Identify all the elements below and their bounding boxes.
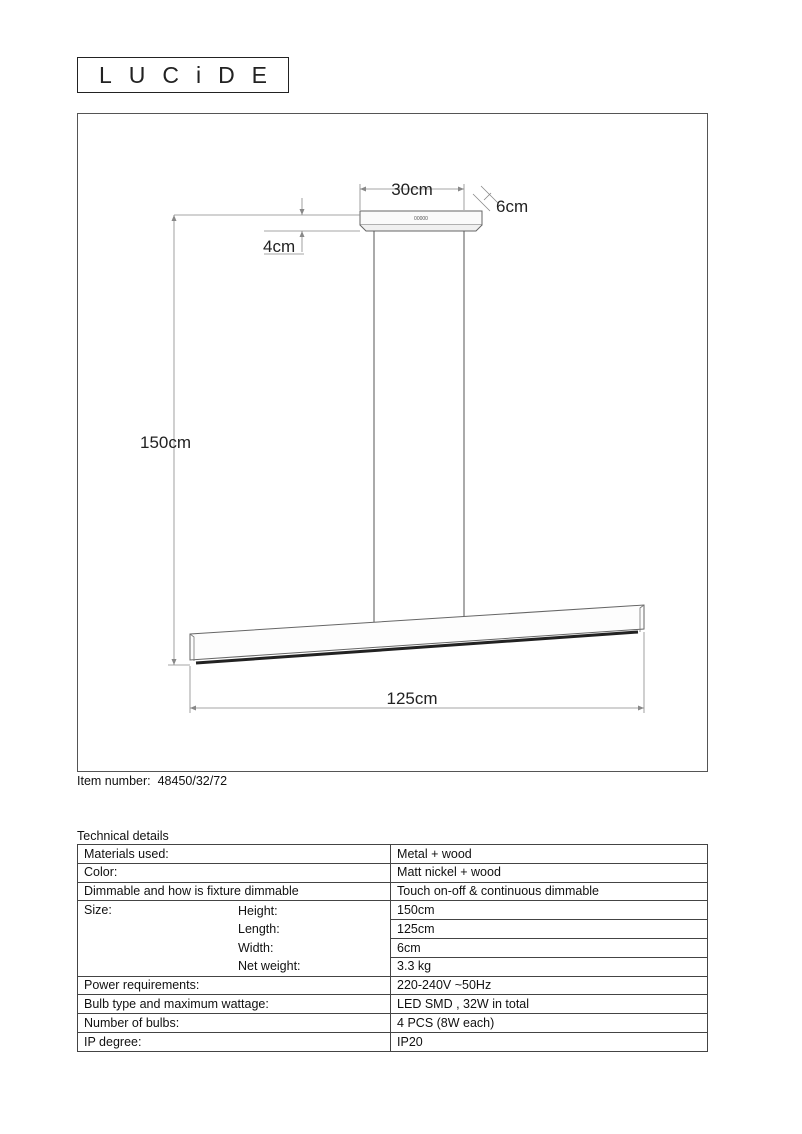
table-row — [78, 1032, 708, 1051]
dimension-canopy-height — [174, 198, 360, 256]
table-row — [78, 995, 708, 1014]
spec-sublabel: Height: — [238, 903, 278, 918]
item-number — [77, 774, 227, 788]
spec-label-cell — [78, 1014, 391, 1033]
spec-label: Materials used: — [84, 846, 169, 861]
spec-value: 125cm — [391, 920, 708, 939]
spec-label: Dimmable and how is fixture dimmable — [84, 884, 299, 899]
spec-value: 4 PCS (8W each) — [391, 1014, 708, 1033]
spec-value: Metal + wood — [391, 845, 708, 864]
item-number-value: 48450/32/72 — [157, 774, 228, 788]
spec-value: Touch on-off & continuous dimmable — [391, 882, 708, 901]
spec-value: 3.3 kg — [391, 957, 708, 976]
dimension-label-top-depth: 6cm — [496, 197, 529, 216]
dimension-label-canopy-height: 4cm — [263, 237, 296, 256]
spec-label-cell — [78, 882, 391, 901]
spec-label: Size: — [84, 903, 112, 918]
spec-label-cell — [78, 901, 391, 920]
table-row — [78, 957, 708, 976]
table-row — [78, 845, 708, 864]
table-row — [78, 920, 708, 939]
lucide-logo — [77, 57, 289, 93]
spec-label-cell — [78, 976, 391, 995]
logo-text: LUCiDE — [98, 61, 285, 88]
technical-drawing — [77, 113, 708, 772]
spec-label: IP degree: — [84, 1034, 142, 1049]
spec-value: IP20 — [391, 1032, 708, 1051]
spec-label-cell — [78, 938, 391, 957]
table-row — [78, 976, 708, 995]
spec-label-cell — [78, 920, 391, 939]
spec-label: Number of bulbs: — [84, 1015, 180, 1030]
spec-sublabel: Net weight: — [238, 959, 301, 974]
item-number-label: Item number: — [77, 774, 151, 788]
spec-value: LED SMD , 32W in total — [391, 995, 708, 1014]
spec-label-cell — [78, 845, 391, 864]
table-row — [78, 863, 708, 882]
spec-label: Power requirements: — [84, 978, 200, 993]
spec-value: 220-240V ~50Hz — [391, 976, 708, 995]
spec-label: Bulb type and maximum wattage: — [84, 997, 269, 1012]
dimension-label-bar-length: 125cm — [386, 689, 438, 708]
spec-label-cell — [78, 957, 391, 976]
spec-label-cell — [78, 1032, 391, 1051]
canopy — [360, 211, 482, 231]
table-row — [78, 901, 708, 920]
spec-value: 6cm — [391, 938, 708, 957]
light-bar — [190, 605, 644, 663]
technical-details-title: Technical details — [77, 829, 169, 843]
pendant-lamp-drawing — [78, 114, 709, 773]
dimension-total-height — [140, 215, 191, 665]
table-row — [78, 1014, 708, 1033]
table-row — [78, 882, 708, 901]
dimension-label-total-height: 150cm — [140, 433, 192, 452]
spec-label-cell — [78, 995, 391, 1014]
spec-value: Matt nickel + wood — [391, 863, 708, 882]
canopy-label: 00000 — [414, 216, 428, 222]
spec-sublabel: Length: — [238, 921, 280, 936]
spec-value: 150cm — [391, 901, 708, 920]
spec-label: Color: — [84, 865, 118, 880]
table-row — [78, 938, 708, 957]
dimension-top-width — [360, 180, 464, 210]
technical-details-table — [77, 844, 708, 1052]
spec-sublabel: Width: — [238, 940, 274, 955]
dimension-label-top-width: 30cm — [391, 180, 433, 199]
spec-label-cell — [78, 863, 391, 882]
